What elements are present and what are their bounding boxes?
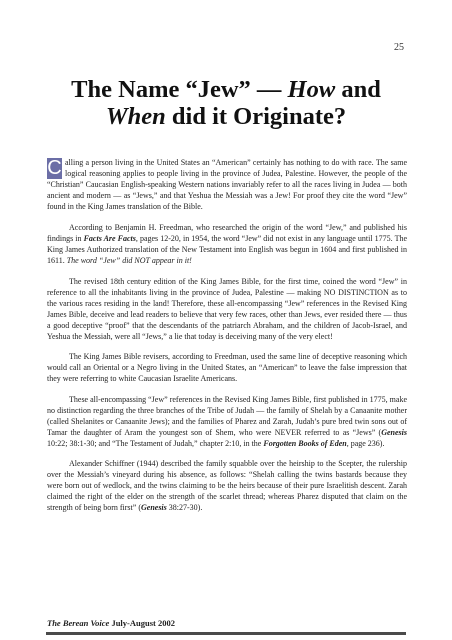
- title-line-2: When did it Originate?: [105, 103, 347, 130]
- scripture-ref: Genesis: [381, 427, 407, 437]
- article-title: [0, 76, 452, 130]
- paragraph-6: Alexander Schiffner (1944) described the family squabble over the heirship to the Scepter, the rulership over the Messiah’s vineyard during his absence, as follows: “Shelah calling the twins bastards because they were born out of wedlock, and the twins claiming to be the heirs because of their pure Israelitish descent. Zarah claimed the right of the elder on the strength of the scarlet thread; whereas Pharez disputed that claim on the strength of being born first” (Genesis 38:27-30).: [47, 459, 407, 512]
- footer-rule: [46, 632, 406, 635]
- emphasis: The word “Jew” did NOT appear in it!: [66, 256, 192, 265]
- paragraph-3: The revised 18th century edition of the King James Bible, for the first time, coined the word “Jew” in reference to all the inhabitants living in the province of Judea, Palestine — making NO DISTINCTION as to the various races residing in the land! Therefore, these all-encompassing “Jew” references in the Revised King James Bible, deceive and lead readers to believe that very few races, other than Jews, ever resided there — thus a good deceptive “proof” that the descendants of the patriarch Abraham, and the children of Jacob-Israel, and Yeshua the Messiah, were all “Jews,” a lie that today is deceiving many of the very elect!: [47, 276, 407, 341]
- drop-cap: C: [47, 157, 62, 179]
- paragraph-1: C alling a person living in the United States an “American” certainly has nothing to do with race. The same logical reasoning applies to people living in the province of Judea, Palestine. However, the people of the “Christian” Caucasian English-speaking Western nations invariably refer to all the races living in Judea — both ancient and modern — as “Jews,” and that Yeshua the Messiah was a Jew! For proof they cite the word “Jew” found in the King James translation of the Bible.: [47, 157, 407, 211]
- paragraph-4: The King James Bible revisers, according to Freedman, used the same line of deceptive reasoning which would call an Oriental or a Negro living in the United States, an “American” to leave the false impression that they were referring to white Caucasian Israelite Americans.: [47, 352, 407, 383]
- footer-publication: The Berean Voice July-August 2002: [47, 618, 175, 628]
- paragraph-2: According to Benjamin H. Freedman, who researched the origin of the word “Jew,” and published his findings in Facts Are Facts, pages 12-20, in 1954, the word “Jew” did not exist in any language until 1775. The King James Authorized translation of the New Testament into English was begun in 1604 and first published in 1611. The word “Jew” did NOT appear in it!: [47, 223, 408, 265]
- scripture-ref: Genesis: [140, 503, 167, 512]
- title-line-1: The Name “Jew” — How and: [71, 76, 381, 103]
- article-body: [47, 157, 407, 523]
- book-title: Forgotten Books of Eden: [263, 438, 347, 448]
- book-title: Facts Are Facts: [83, 234, 136, 243]
- page-number: 25: [394, 42, 404, 53]
- paragraph-5: These all-encompassing “Jew” references in the Revised King James Bible, first published in 1775, make no distinction regarding the three branches of the Tribe of Judah — the family of Shelah by a Canaanite mother (called Shelanites or Canaanite Jews); and the families of Pharez and Zarah, Judah’s pure bred twin sons out of Tamar the daughter of Aram the youngest son of Shem, who were NEVER referred to as “Jews” (Genesis 10:22; 38:1-30; and “The Testament of Judah,” chapter 2:10, in the Forgotten Books of Eden, page 236).: [47, 394, 407, 448]
